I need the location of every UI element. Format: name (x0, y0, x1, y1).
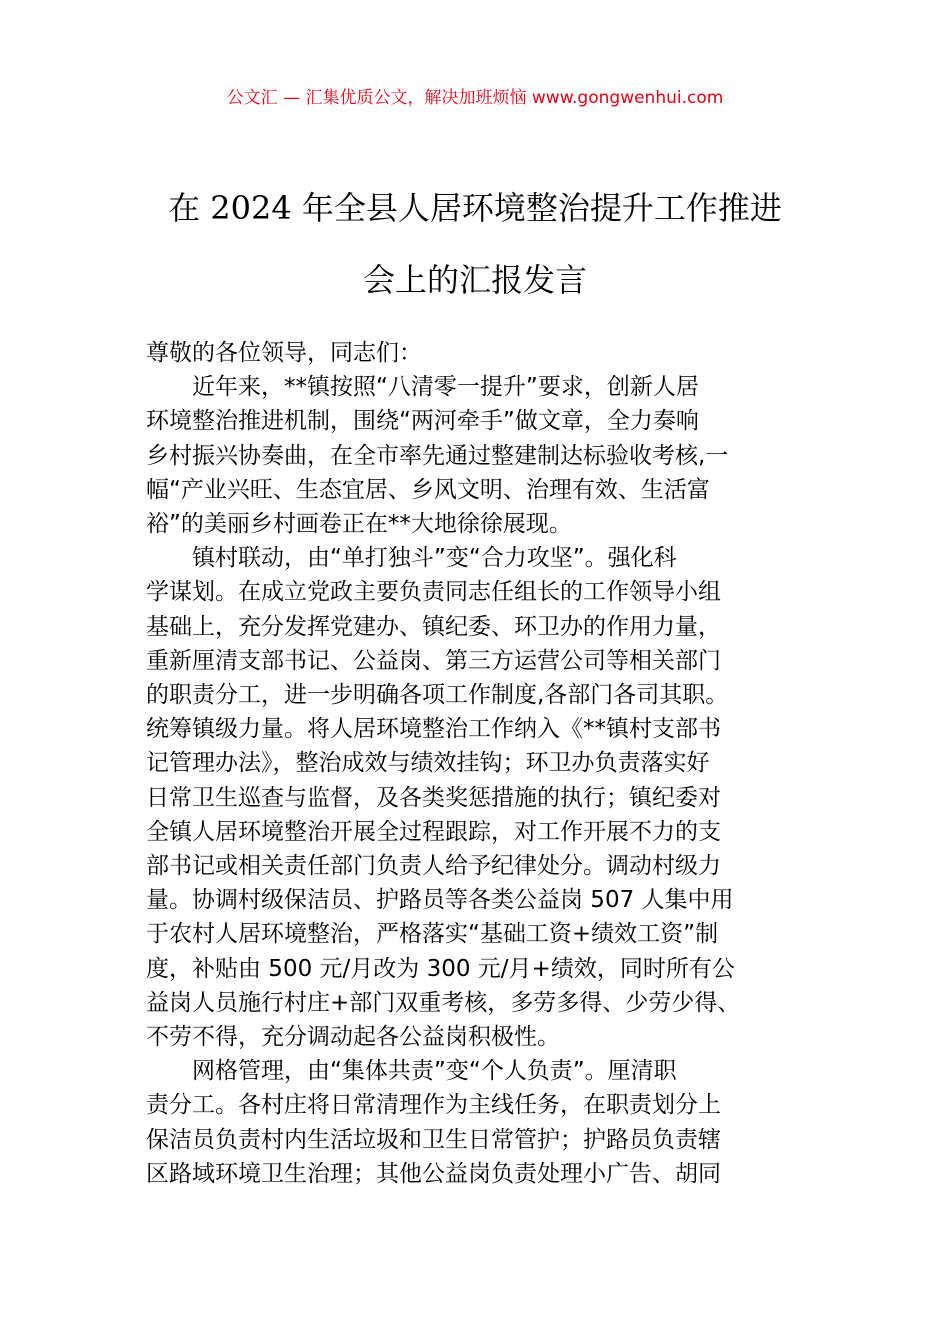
body-line: 不劳不得，充分调动起各公益岗积极性。 (146, 1024, 560, 1051)
body-line: 区路域环境卫生治理；其他公益岗负责处理小广告、胡同 (146, 1160, 721, 1187)
salutation: 尊敬的各位领导，同志们： (146, 340, 422, 366)
body-line: 量。协调村级保洁员、护路员等各类公益岗 507 人集中用 (146, 887, 734, 914)
body-line: 保洁员负责村内生活垃圾和卫生日常管护；护路员负责辖 (146, 1126, 721, 1153)
site-header-banner: 公文汇 — 汇集优质公文，解决加班烦恼 www.gongwenhui.com (226, 88, 724, 108)
body-line: 网格管理，由“集体共责”变“个人负责”。厘清职 (192, 1058, 677, 1085)
title-line-2: 会上的汇报发言 (362, 261, 587, 299)
body-line: 于农村人居环境整治，严格落实“基础工资+绩效工资”制 (146, 921, 719, 948)
body-line: 环境整治推进机制，围绕“两河牵手”做文章，全力奏响 (146, 408, 699, 435)
body-line: 记管理办法》，整治成效与绩效挂钩；环卫办负责落实好 (146, 750, 710, 777)
document-title (120, 172, 830, 316)
body-line: 重新厘清支部书记、公益岗、第三方运营公司等相关部门 (146, 647, 721, 674)
body-line: 日常卫生巡查与监督，及各类奖惩措施的执行；镇纪委对 (146, 784, 721, 811)
document-body (146, 336, 808, 1191)
body-line: 裕”的美丽乡村画卷正在**大地徐徐展现。 (146, 511, 572, 538)
body-line: 镇村联动，由“单打独斗”变“合力攻坚”。强化科 (192, 545, 677, 572)
body-line: 度，补贴由 500 元/月改为 300 元/月+绩效，同时所有公 (146, 955, 735, 982)
body-line: 部书记或相关责任部门负责人给予纪律处分。调动村级力 (146, 853, 721, 880)
body-line: 幅“产业兴旺、生态宜居、乡风文明、治理有效、生活富 (146, 476, 710, 503)
body-line: 责分工。各村庄将日常清理作为主线任务，在职责划分上 (146, 1092, 721, 1119)
body-line: 乡村振兴协奏曲，在全市率先通过整建制达标验收考核,一 (146, 442, 729, 469)
body-line: 的职责分工，进一步明确各项工作制度,各部门各司其职。 (146, 682, 729, 709)
body-line: 基础上，充分发挥党建办、镇纪委、环卫办的作用力量， (146, 613, 721, 640)
body-line: 近年来，**镇按照“八清零一提升”要求，创新人居 (192, 374, 699, 401)
title-line-1: 在 2024 年全县人居环境整治提升工作推进 (168, 189, 782, 227)
body-line: 益岗人员施行村庄+部门双重考核，多劳多得、少劳少得、 (146, 989, 741, 1016)
body-line: 学谋划。在成立党政主要负责同志任组长的工作领导小组 (146, 579, 721, 606)
body-line: 统筹镇级力量。将人居环境整治工作纳入《**镇村支部书 (146, 716, 721, 743)
body-line: 全镇人居环境整治开展全过程跟踪，对工作开展不力的支 (146, 818, 721, 845)
